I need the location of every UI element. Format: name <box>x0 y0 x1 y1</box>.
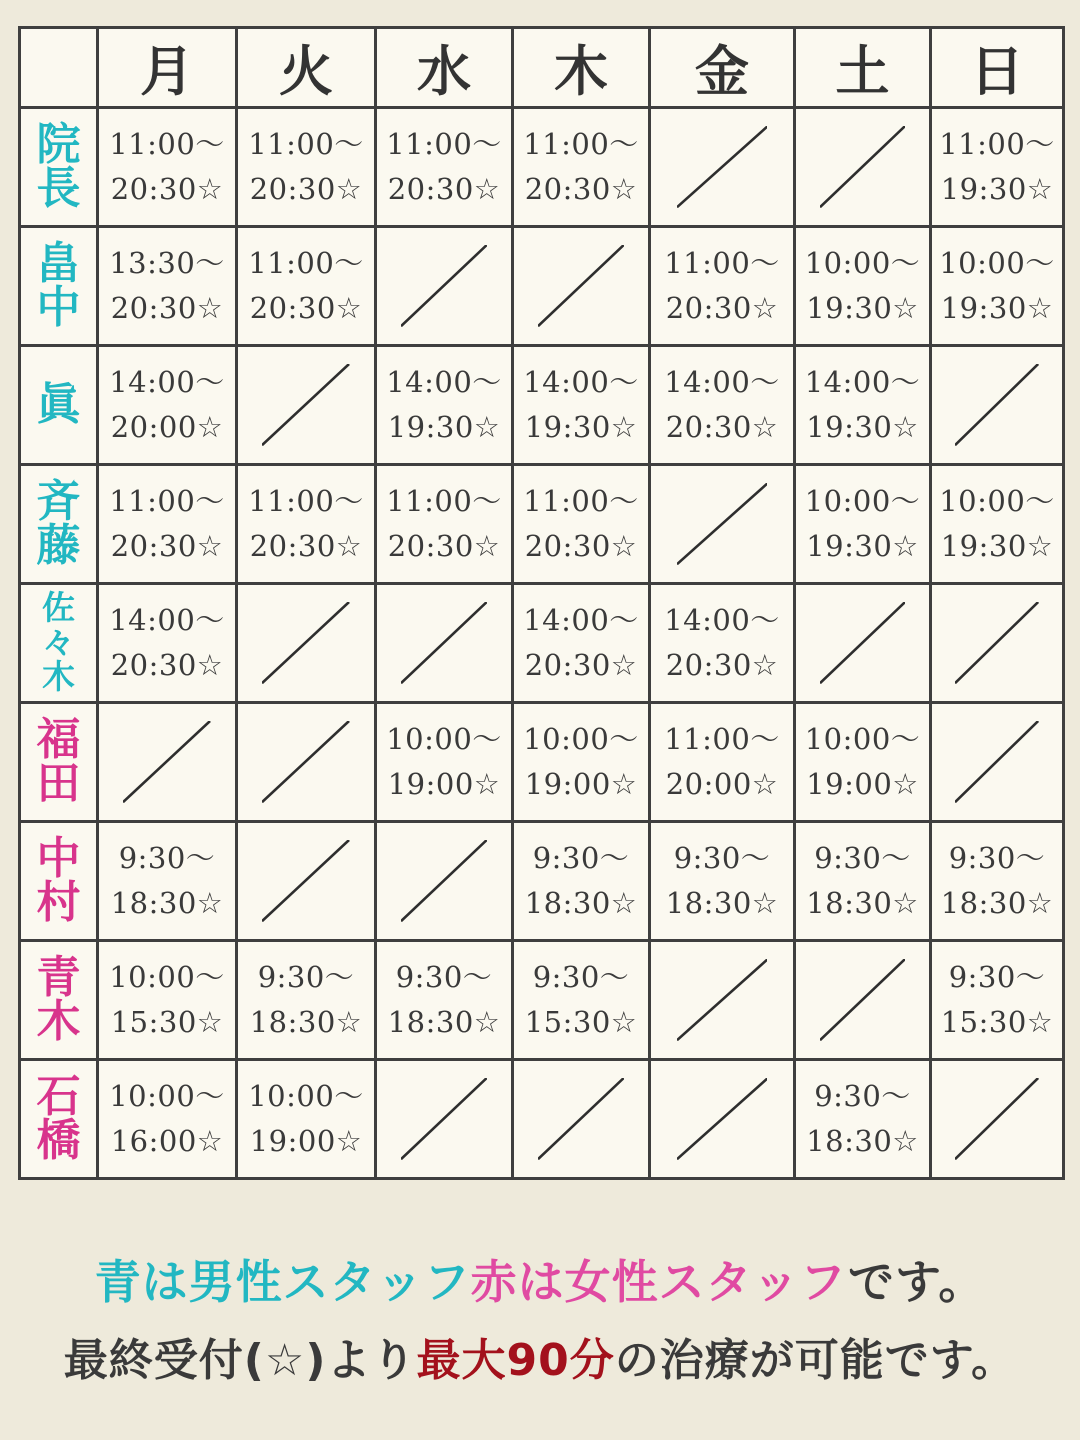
shift-last-reception: 20:30☆ <box>524 529 638 563</box>
day-off-cell-fri <box>650 1060 795 1179</box>
shift-cell-sat <box>795 703 931 822</box>
shift-last-reception: 18:30☆ <box>806 1124 919 1158</box>
shift-last-reception: 18:30☆ <box>387 1005 501 1039</box>
day-off-cell-sat <box>795 584 931 703</box>
day-off-slash-icon <box>955 721 1038 802</box>
shift-cell-sun <box>931 108 1064 227</box>
shift-last-reception: 19:30☆ <box>806 529 919 563</box>
shift-cell-wed <box>376 108 513 227</box>
shift-cell-sun <box>931 227 1064 346</box>
day-off-slash-icon <box>262 840 349 921</box>
shift-start-time: 11:00〜 <box>248 246 364 281</box>
day-off-slash-icon <box>401 840 487 921</box>
day-header-row <box>20 28 1064 108</box>
shift-cell-thu <box>513 941 650 1060</box>
day-off-cell-fri <box>650 941 795 1060</box>
shift-last-reception: 20:00☆ <box>110 410 224 444</box>
shift-last-reception: 20:30☆ <box>110 291 224 325</box>
day-header-thu: 木 <box>513 28 650 108</box>
female-staff-note: 赤は女性スタッフ <box>470 1255 849 1309</box>
shift-start-time: 9:30〜 <box>532 960 630 995</box>
staff-name-char: 中 <box>36 282 81 333</box>
day-off-slash-icon <box>262 364 349 445</box>
staff-name-char: 木 <box>36 996 81 1047</box>
shift-cell-mon <box>98 584 237 703</box>
day-off-slash-icon <box>677 1078 768 1159</box>
day-off-cell-wed <box>376 227 513 346</box>
day-off-cell-mon <box>98 703 237 822</box>
shift-last-reception: 19:00☆ <box>524 767 638 801</box>
staff-name-cell <box>20 584 98 703</box>
day-header-fri: 金 <box>650 28 795 108</box>
shift-last-reception: 20:30☆ <box>110 529 224 563</box>
shift-start-time: 11:00〜 <box>386 127 502 162</box>
staff-row <box>20 1060 1064 1179</box>
staff-row <box>20 465 1064 584</box>
shift-last-reception: 18:30☆ <box>110 886 224 920</box>
staff-name-char: 眞 <box>36 379 81 430</box>
shift-last-reception: 18:30☆ <box>665 886 779 920</box>
shift-cell-fri <box>650 822 795 941</box>
shift-cell-tue <box>237 941 376 1060</box>
shift-start-time: 14:00〜 <box>523 365 639 400</box>
shift-start-time: 10:00〜 <box>386 722 502 757</box>
staff-name-cell <box>20 346 98 465</box>
weekly-schedule-table <box>18 26 1065 1180</box>
shift-cell-wed <box>376 703 513 822</box>
staff-row <box>20 584 1064 703</box>
day-off-cell-tue <box>237 822 376 941</box>
day-header-sun: 日 <box>931 28 1064 108</box>
shift-last-reception: 19:30☆ <box>806 291 919 325</box>
shift-last-reception: 20:30☆ <box>524 648 638 682</box>
shift-last-reception: 19:30☆ <box>940 291 1054 325</box>
staff-row <box>20 822 1064 941</box>
day-header-wed: 水 <box>376 28 513 108</box>
shift-last-reception: 18:30☆ <box>524 886 638 920</box>
shift-start-time: 14:00〜 <box>109 365 225 400</box>
shift-start-time: 9:30〜 <box>948 841 1046 876</box>
shift-cell-sat <box>795 465 931 584</box>
male-staff-note: 青は男性スタッフ <box>94 1255 471 1309</box>
day-off-slash-icon <box>677 126 768 207</box>
day-off-slash-icon <box>262 602 349 683</box>
shift-last-reception: 19:00☆ <box>249 1124 363 1158</box>
day-header-tue: 火 <box>237 28 376 108</box>
day-off-cell-tue <box>237 703 376 822</box>
shift-cell-sat <box>795 1060 931 1179</box>
shift-cell-thu <box>513 822 650 941</box>
shift-last-reception: 19:00☆ <box>387 767 501 801</box>
shift-start-time: 11:00〜 <box>523 484 639 519</box>
staff-color-legend <box>0 1246 1080 1312</box>
shift-start-time: 14:00〜 <box>109 603 225 638</box>
shift-cell-thu <box>513 703 650 822</box>
shift-start-time: 14:00〜 <box>804 365 921 400</box>
staff-name-cell <box>20 465 98 584</box>
shift-start-time: 9:30〜 <box>673 841 771 876</box>
day-off-cell-thu <box>513 1060 650 1179</box>
shift-cell-sun <box>931 822 1064 941</box>
staff-name-cell <box>20 703 98 822</box>
day-off-slash-icon <box>123 721 210 802</box>
shift-last-reception: 20:30☆ <box>524 172 638 206</box>
day-off-cell-tue <box>237 346 376 465</box>
staff-name-char: 院 <box>36 119 81 170</box>
shift-cell-sat <box>795 822 931 941</box>
staff-name-char: 橋 <box>36 1115 81 1166</box>
staff-row <box>20 227 1064 346</box>
shift-cell-tue <box>237 1060 376 1179</box>
shift-cell-tue <box>237 108 376 227</box>
day-off-cell-tue <box>237 584 376 703</box>
shift-last-reception: 19:30☆ <box>387 410 501 444</box>
day-off-slash-icon <box>401 602 487 683</box>
day-off-cell-sat <box>795 108 931 227</box>
day-off-slash-icon <box>820 602 905 683</box>
shift-last-reception: 18:30☆ <box>940 886 1054 920</box>
day-off-slash-icon <box>401 245 487 326</box>
shift-last-reception: 16:00☆ <box>110 1124 224 1158</box>
day-off-cell-fri <box>650 108 795 227</box>
staff-name-char: 畠 <box>36 238 81 289</box>
staff-name-cell <box>20 1060 98 1179</box>
shift-cell-wed <box>376 346 513 465</box>
shift-start-time: 9:30〜 <box>395 960 493 995</box>
shift-start-time: 10:00〜 <box>804 484 921 519</box>
staff-name-char: 佐 <box>42 588 75 628</box>
day-off-slash-icon <box>677 959 768 1040</box>
day-off-cell-sat <box>795 941 931 1060</box>
day-off-cell-sun <box>931 1060 1064 1179</box>
shift-last-reception: 20:30☆ <box>665 291 779 325</box>
shift-start-time: 11:00〜 <box>664 722 780 757</box>
day-off-cell-thu <box>513 227 650 346</box>
day-off-slash-icon <box>677 483 768 564</box>
shift-start-time: 9:30〜 <box>257 960 355 995</box>
shift-last-reception: 20:00☆ <box>665 767 779 801</box>
shift-cell-tue <box>237 227 376 346</box>
day-off-slash-icon <box>262 721 349 802</box>
shift-cell-sat <box>795 227 931 346</box>
day-header-mon: 月 <box>98 28 237 108</box>
shift-start-time: 10:00〜 <box>523 722 639 757</box>
shift-start-time: 14:00〜 <box>386 365 502 400</box>
treatment-time-note <box>0 1324 1080 1388</box>
staff-row <box>20 346 1064 465</box>
shift-last-reception: 19:30☆ <box>940 172 1054 206</box>
staff-name-char: 中 <box>36 833 81 884</box>
shift-last-reception: 20:30☆ <box>249 291 363 325</box>
shift-last-reception: 19:30☆ <box>806 410 919 444</box>
staff-name-cell <box>20 108 98 227</box>
shift-cell-fri <box>650 346 795 465</box>
shift-cell-mon <box>98 346 237 465</box>
shift-start-time: 10:00〜 <box>109 1079 225 1114</box>
day-off-cell-wed <box>376 822 513 941</box>
shift-start-time: 10:00〜 <box>248 1079 364 1114</box>
shift-last-reception: 20:30☆ <box>665 410 779 444</box>
shift-cell-sun <box>931 465 1064 584</box>
staff-name-cell <box>20 941 98 1060</box>
staff-name-char: 石 <box>36 1071 81 1122</box>
schedule-body <box>20 108 1064 1179</box>
day-off-cell-sun <box>931 346 1064 465</box>
day-off-cell-fri <box>650 465 795 584</box>
day-off-slash-icon <box>820 959 905 1040</box>
shift-cell-fri <box>650 227 795 346</box>
shift-start-time: 9:30〜 <box>814 841 911 876</box>
corner-cell <box>20 28 98 108</box>
day-header-sat: 土 <box>795 28 931 108</box>
shift-start-time: 10:00〜 <box>109 960 225 995</box>
shift-last-reception: 18:30☆ <box>806 886 919 920</box>
staff-name-char: 木 <box>42 657 75 697</box>
shift-cell-thu <box>513 465 650 584</box>
staff-name-cell <box>20 822 98 941</box>
shift-cell-tue <box>237 465 376 584</box>
shift-last-reception: 19:30☆ <box>524 410 638 444</box>
shift-cell-fri <box>650 584 795 703</box>
staff-name-char: 村 <box>36 877 81 928</box>
shift-start-time: 11:00〜 <box>248 127 364 162</box>
staff-name-char: 斉 <box>36 476 81 527</box>
legend-suffix: です。 <box>848 1255 986 1309</box>
day-off-cell-wed <box>376 1060 513 1179</box>
day-off-cell-sun <box>931 584 1064 703</box>
shift-start-time: 11:00〜 <box>248 484 364 519</box>
shift-start-time: 14:00〜 <box>664 603 780 638</box>
shift-start-time: 9:30〜 <box>948 960 1046 995</box>
shift-start-time: 14:00〜 <box>664 365 780 400</box>
day-off-cell-wed <box>376 584 513 703</box>
day-off-slash-icon <box>538 1078 624 1159</box>
shift-start-time: 11:00〜 <box>109 484 225 519</box>
shift-start-time: 10:00〜 <box>804 246 921 281</box>
shift-start-time: 9:30〜 <box>532 841 630 876</box>
shift-last-reception: 19:30☆ <box>940 529 1054 563</box>
shift-cell-mon <box>98 108 237 227</box>
shift-last-reception: 15:30☆ <box>940 1005 1054 1039</box>
shift-start-time: 11:00〜 <box>109 127 225 162</box>
shift-start-time: 10:00〜 <box>939 484 1055 519</box>
day-off-slash-icon <box>820 126 905 207</box>
shift-cell-wed <box>376 941 513 1060</box>
shift-last-reception: 15:30☆ <box>524 1005 638 1039</box>
shift-cell-thu <box>513 346 650 465</box>
shift-cell-sat <box>795 346 931 465</box>
day-off-slash-icon <box>955 364 1038 445</box>
shift-last-reception: 15:30☆ <box>110 1005 224 1039</box>
shift-last-reception: 18:30☆ <box>249 1005 363 1039</box>
shift-cell-thu <box>513 584 650 703</box>
max-duration-note: 最大90分 <box>416 1335 615 1386</box>
staff-name-char: 田 <box>36 758 81 809</box>
shift-cell-mon <box>98 227 237 346</box>
staff-name-char: 々 <box>42 622 75 662</box>
shift-start-time: 9:30〜 <box>814 1079 911 1114</box>
shift-start-time: 11:00〜 <box>386 484 502 519</box>
shift-last-reception: 20:30☆ <box>249 172 363 206</box>
shift-cell-fri <box>650 703 795 822</box>
shift-last-reception: 20:30☆ <box>110 648 224 682</box>
day-off-slash-icon <box>955 1078 1038 1159</box>
staff-name-cell <box>20 227 98 346</box>
shift-cell-mon <box>98 1060 237 1179</box>
last-reception-note: 最終受付(☆)より <box>63 1335 417 1386</box>
shift-cell-mon <box>98 822 237 941</box>
staff-name-char: 長 <box>36 163 81 214</box>
shift-last-reception: 20:30☆ <box>249 529 363 563</box>
shift-cell-mon <box>98 941 237 1060</box>
shift-last-reception: 20:30☆ <box>387 172 501 206</box>
staff-row <box>20 703 1064 822</box>
shift-start-time: 11:00〜 <box>664 246 780 281</box>
treatment-possible-note: の治療が可能です。 <box>614 1335 1017 1386</box>
shift-start-time: 9:30〜 <box>118 841 216 876</box>
shift-cell-sun <box>931 941 1064 1060</box>
shift-start-time: 13:30〜 <box>109 246 225 281</box>
staff-row <box>20 108 1064 227</box>
staff-name-char: 福 <box>36 714 81 765</box>
shift-last-reception: 20:30☆ <box>387 529 501 563</box>
shift-cell-mon <box>98 465 237 584</box>
day-off-slash-icon <box>538 245 624 326</box>
shift-start-time: 10:00〜 <box>939 246 1055 281</box>
shift-start-time: 14:00〜 <box>523 603 639 638</box>
day-off-slash-icon <box>955 602 1038 683</box>
shift-cell-wed <box>376 465 513 584</box>
shift-start-time: 10:00〜 <box>804 722 921 757</box>
shift-last-reception: 20:30☆ <box>110 172 224 206</box>
staff-name-char: 藤 <box>36 520 81 571</box>
day-off-slash-icon <box>401 1078 487 1159</box>
shift-cell-thu <box>513 108 650 227</box>
shift-start-time: 11:00〜 <box>523 127 639 162</box>
shift-last-reception: 20:30☆ <box>665 648 779 682</box>
staff-row <box>20 941 1064 1060</box>
staff-name-char: 青 <box>36 952 81 1003</box>
shift-start-time: 11:00〜 <box>939 127 1055 162</box>
shift-last-reception: 19:00☆ <box>806 767 919 801</box>
day-off-cell-sun <box>931 703 1064 822</box>
